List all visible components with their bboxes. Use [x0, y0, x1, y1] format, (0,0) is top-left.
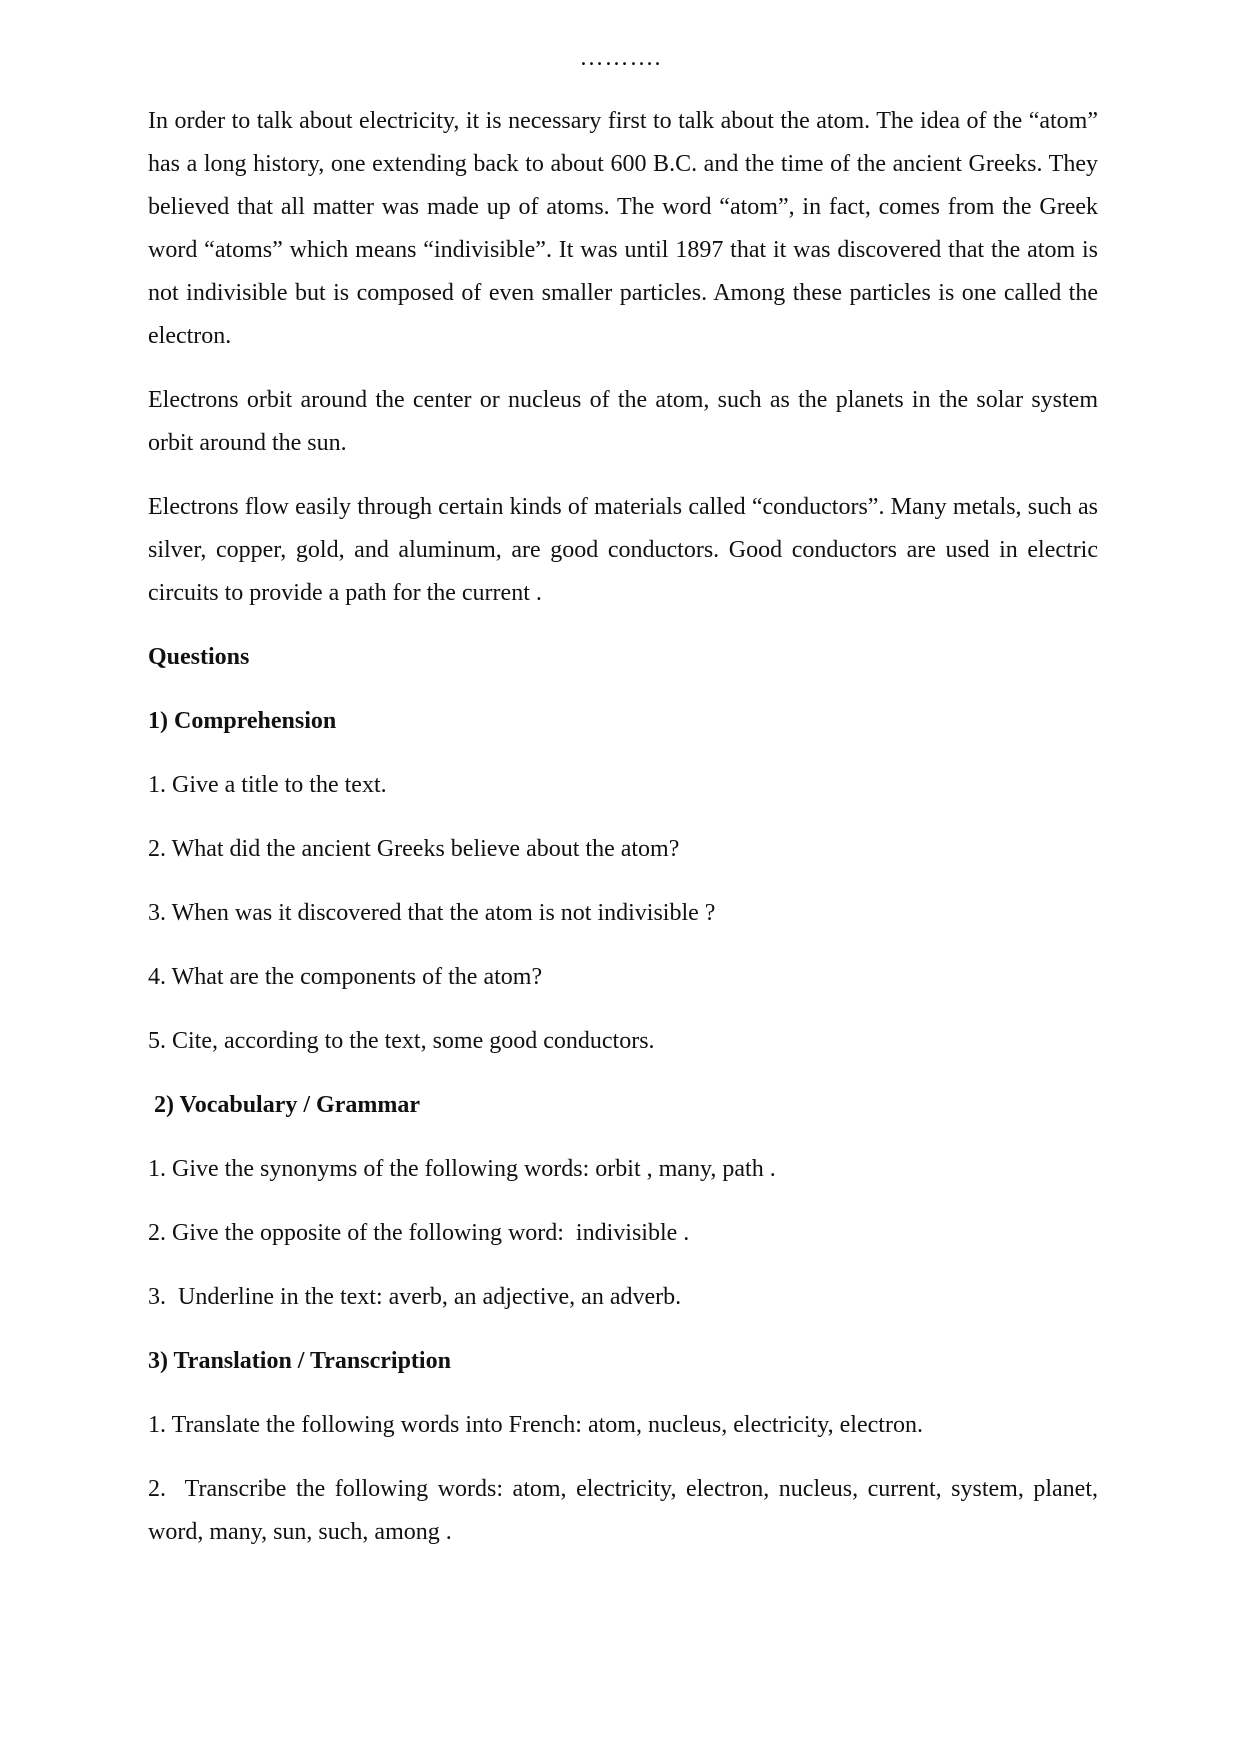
vocabulary-item-1: 1. Give the synonyms of the following words: orbit , many, path .: [148, 1156, 776, 1182]
passage-paragraph-3: Electrons flow easily through certain kinds of materials called “conductors”. Many metals, such as silver, copper, gold, and aluminum, are good conductors. Good conductors are used in electric circuits to provide a path for the current .: [148, 494, 1098, 606]
translation-item-2: 2. Transcribe the following words: atom, electricity, electron, nucleus, current, system, planet, word, many, sun, such, among .: [148, 1476, 1104, 1545]
vocabulary-item-2: 2. Give the opposite of the following word: indivisible .: [148, 1220, 690, 1246]
comprehension-item-5: 5. Cite, according to the text, some good conductors.: [148, 1028, 655, 1054]
comprehension-heading: 1) Comprehension: [148, 708, 337, 734]
comprehension-item-2: 2. What did the ancient Greeks believe about the atom?: [148, 836, 680, 862]
vocabulary-item-3: 3. Underline in the text: averb, an adjective, an adverb.: [148, 1284, 682, 1310]
header-dots: ……….: [579, 45, 662, 71]
translation-item-1: 1. Translate the following words into French: atom, nucleus, electricity, electron.: [148, 1412, 923, 1438]
comprehension-item-1: 1. Give a title to the text.: [148, 772, 387, 798]
passage-paragraph-2: Electrons orbit around the center or nucleus of the atom, such as the planets in the solar system orbit around the sun.: [148, 387, 1098, 456]
vocabulary-heading: 2) Vocabulary / Grammar: [154, 1092, 420, 1118]
questions-title: Questions: [148, 644, 250, 670]
comprehension-item-3: 3. When was it discovered that the atom is not indivisible ?: [148, 900, 716, 926]
translation-heading: 3) Translation / Transcription: [148, 1348, 451, 1374]
comprehension-item-4: 4. What are the components of the atom?: [148, 964, 543, 990]
passage-paragraph-1: In order to talk about electricity, it is necessary first to talk about the atom. The idea of the “atom” has a long history, one extending back to about 600 B.C. and the time of the ancient Greeks. They believed that all matter was made up of atoms. The word “atom”, in fact, comes from the Greek word “atoms” which means “indivisible”. It was until 1897 that it was discovered that the atom is not indivisible but is composed of even smaller particles. Among these particles is one called the electron.: [148, 108, 1098, 349]
document-content: [148, 100, 1104, 1575]
